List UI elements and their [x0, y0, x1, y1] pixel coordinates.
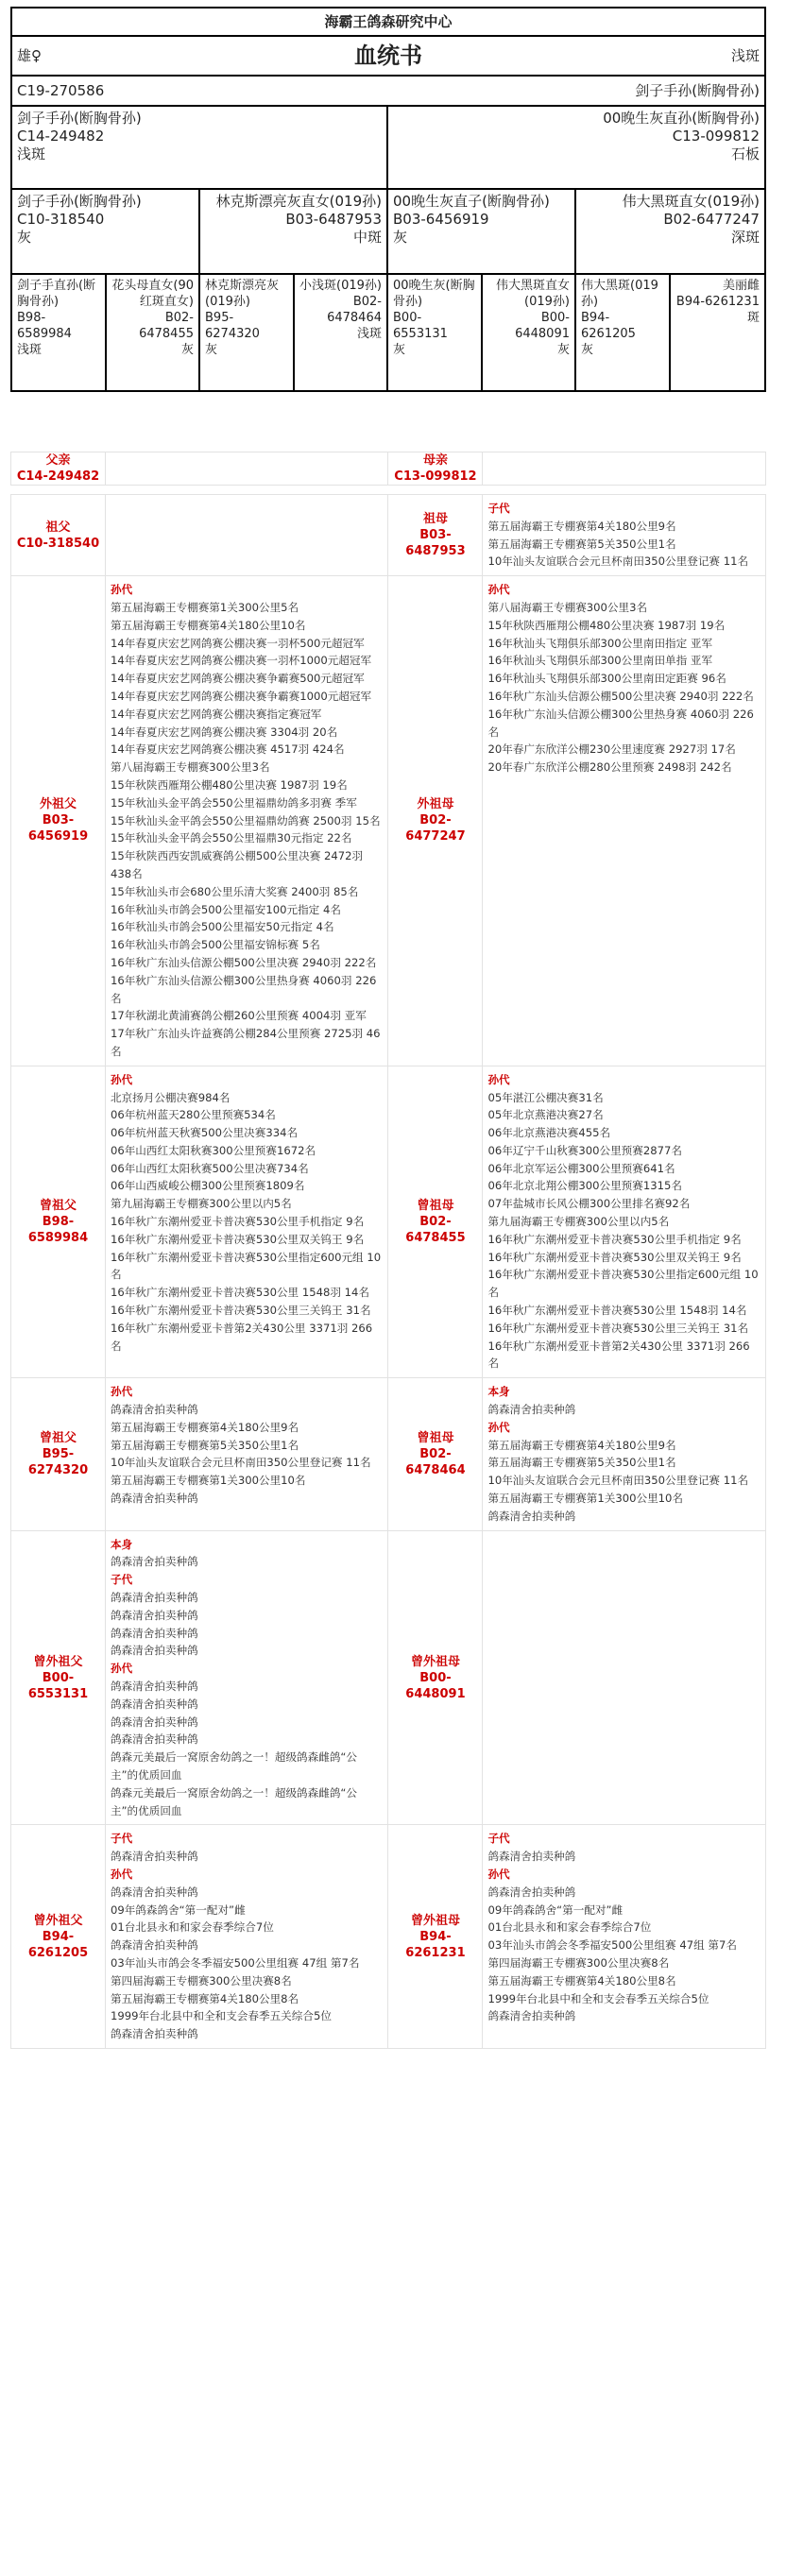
- achievement-item: 第五届海霸王专棚赛第4关180公里8名: [110, 1991, 299, 2005]
- pigeon-name: 剑子手直孙(断胸骨孙): [17, 279, 96, 309]
- pigeon-ring: B02-6478464: [327, 295, 382, 325]
- spacer: [11, 486, 766, 495]
- pigeon-name: 小浅斑(019孙): [299, 279, 382, 293]
- achievement-item: 鸽森清舍拍卖种鸽: [110, 2027, 198, 2041]
- pigeon-name: 00晚生灰(断胸骨孙): [393, 279, 475, 309]
- ancestor-ring: B95-6274320: [27, 1446, 89, 1477]
- section-heading: 孙代: [110, 1662, 133, 1676]
- great-grandparent-cell: [200, 275, 295, 390]
- ancestor-label: [388, 576, 483, 1066]
- achievements-list: [483, 1066, 766, 1378]
- ancestor-label: [11, 1530, 106, 1825]
- achievement-item: 15年秋汕头市会680公里乐清大奖赛 2400羽 85名: [110, 884, 359, 898]
- grandparent-cell: [388, 190, 576, 273]
- achievement-item: 05年湛江公棚决赛31名: [487, 1090, 604, 1104]
- ancestor-role: 母亲: [422, 453, 448, 468]
- achievement-item: 16年秋广东汕头信源公棚300公里热身赛 4060羽 226名: [110, 973, 377, 1005]
- achievement-item: 第八届海霸王专棚赛300公里3名: [110, 760, 270, 775]
- pigeon-ring: B00-6448091: [515, 311, 570, 341]
- pigeon-ring: C14-249482: [17, 128, 105, 145]
- pigeon-name: 剑子手孙(断胸骨孙): [17, 110, 142, 127]
- achievement-item: 03年汕头市鸽会冬季福安500公里组赛 47组 第7名: [487, 1938, 737, 1953]
- achievement-item: 06年辽宁千山秋赛300公里预赛2877名: [487, 1143, 682, 1157]
- achievement-item: 鸽森清舍拍卖种鸽: [110, 1938, 198, 1953]
- ancestor-role: 外祖父: [39, 797, 77, 812]
- achievement-item: 鸽森清舍拍卖种鸽: [110, 1626, 198, 1640]
- achievement-item: 16年秋汕头飞翔俱乐部300公里南田定距赛 96名: [487, 672, 726, 686]
- ancestor-ring: B03-6456919: [27, 813, 89, 844]
- ancestor-label: [11, 1378, 106, 1530]
- section-heading: 孙代: [487, 1420, 510, 1434]
- ancestor-label: [11, 452, 106, 486]
- achievement-item: 15年秋汕头金平鸽会550公里福鼎幼鸽多羽赛 季军: [110, 795, 357, 810]
- ancestor-role: 曾祖父: [39, 1430, 77, 1445]
- achievement-item: 16年秋广东潮州爱亚卡普决赛530公里 1548羽 14名: [110, 1286, 369, 1300]
- pigeon-color: 灰: [393, 229, 408, 246]
- achievement-item: 06年杭州蓝天秋赛500公里决赛334名: [110, 1126, 299, 1140]
- great-grandparent-cell: [671, 275, 764, 390]
- achievement-item: 16年秋广东潮州爱亚卡普决赛530公里指定600元组 10名: [487, 1268, 759, 1300]
- dam-cell: [388, 107, 764, 188]
- great-grandparent-cell: [107, 275, 201, 390]
- section-heading: 子代: [487, 502, 510, 515]
- ancestor-ring: B00-6553131: [27, 1670, 89, 1701]
- achievement-item: 16年秋广东潮州爱亚卡普决赛530公里三关钨王 31名: [110, 1304, 371, 1318]
- ancestor-ring: B98-6589984: [27, 1214, 89, 1245]
- achievements-list: [105, 1066, 388, 1378]
- pigeon-color: 灰: [180, 343, 194, 357]
- achievement-item: 第五届海霸王专棚赛第4关180公里9名: [487, 1438, 676, 1452]
- achievement-item: 14年春夏庆宏艺网鸽赛公棚决赛指定赛冠军: [110, 707, 322, 721]
- center-title: 海霸王鸽森研究中心: [324, 13, 453, 30]
- pigeon-name: 00晚生灰直孙(断胸骨孙): [603, 110, 760, 127]
- achievement-item: 14年春夏庆宏艺网鸽赛公棚决赛一羽杯1000元超冠军: [110, 654, 372, 668]
- sire-cell: [12, 107, 388, 188]
- achievement-item: 15年秋汕头金平鸽会550公里福鼎30元指定 22名: [110, 831, 352, 845]
- record-row: [11, 1825, 766, 2049]
- achievement-item: 16年秋广东潮州爱亚卡普决赛530公里双关钨王 9名: [487, 1250, 742, 1264]
- pigeon-name: 伟大黑斑直女(019孙): [495, 279, 570, 309]
- pigeon-ring: B02-6477247: [663, 211, 760, 228]
- ancestor-ring: B94-6261205: [27, 1929, 89, 1960]
- ancestor-ring: C10-318540: [16, 536, 100, 551]
- great-grandparent-cell: [483, 275, 577, 390]
- ancestor-role: 外祖母: [417, 797, 454, 812]
- achievement-item: 鸽森清舍拍卖种鸽: [110, 1885, 198, 1899]
- achievement-item: 第五届海霸王专棚赛第4关180公里10名: [110, 618, 306, 632]
- achievement-item: 1999年台北县中和全和支会春季五关综合5位: [487, 1991, 709, 2005]
- achievement-item: 第五届海霸王专棚赛第5关350公里1名: [110, 1438, 299, 1452]
- achievement-item: 第四届海霸王专棚赛300公里决赛8名: [487, 1955, 670, 1970]
- pigeon-ring: B03-6456919: [393, 211, 489, 228]
- section-heading: 子代: [110, 1832, 133, 1846]
- section-heading: 本身: [110, 1537, 133, 1551]
- achievement-item: 第九届海霸王专棚赛300公里以内5名: [110, 1197, 292, 1211]
- ancestor-ring: B02-6478464: [405, 1446, 466, 1477]
- great-grandparent-cell: [576, 275, 671, 390]
- achievement-item: 鸽森清舍拍卖种鸽: [110, 1555, 198, 1569]
- achievement-item: 第五届海霸王专棚赛第4关180公里8名: [487, 1973, 676, 1987]
- pedigree-chart: [10, 7, 766, 392]
- section-heading: 孙代: [487, 1072, 510, 1086]
- ancestor-ring: B02-6477247: [405, 813, 466, 844]
- achievements-list: [105, 1825, 388, 2049]
- pigeon-name: 林克斯漂亮灰直女(019孙): [215, 193, 382, 210]
- achievement-item: 10年汕头友谊联合会元旦杯南田350公里登记赛 11名: [487, 1474, 749, 1488]
- achievement-item: 14年春夏庆宏艺网鸽赛公棚决赛一羽杯500元超冠军: [110, 636, 365, 650]
- grandparent-cell: [12, 190, 200, 273]
- ancestor-label: [11, 495, 106, 576]
- pigeon-color: 灰: [205, 343, 218, 357]
- achievement-item: 14年春夏庆宏艺网鸽赛公棚决赛争霸赛1000元超冠军: [110, 689, 372, 703]
- achievements-list: [483, 1378, 766, 1530]
- achievement-item: 20年春广东欣洋公棚280公里预赛 2498羽 242名: [487, 760, 732, 775]
- ancestor-label: [388, 1378, 483, 1530]
- pigeon-ring: B94-6261231: [675, 295, 760, 309]
- achievement-item: 01台北县永和和家会春季综合7位: [487, 1920, 652, 1935]
- achievement-item: 第九届海霸王专棚赛300公里以内5名: [487, 1215, 670, 1229]
- achievement-item: 17年秋湖北黄浦赛鸽公棚260公里预赛 4004羽 亚军: [110, 1009, 367, 1023]
- ancestor-role: 祖父: [45, 520, 71, 535]
- ancestor-ring: B94-6261231: [405, 1929, 466, 1960]
- achievement-item: 06年北京军运公棚300公里预赛641名: [487, 1161, 675, 1175]
- ancestor-ring: C13-099812: [394, 469, 477, 484]
- achievement-item: 鸽森清舍拍卖种鸽: [487, 1850, 576, 1864]
- ancestor-ring: B02-6478455: [405, 1214, 466, 1245]
- subject-lineage: 剑子手孙(断胸骨孙): [635, 82, 760, 99]
- ancestor-label: [388, 452, 483, 486]
- achievement-item: 鸽森元美最后一窝原舍幼鸽之一！超级鸽森雌鸽“公主”的优质回血: [110, 1785, 358, 1817]
- pigeon-color: 斑: [746, 311, 760, 325]
- achievement-item: 1999年台北县中和全和支会春季五关综合5位: [110, 2009, 332, 2023]
- pigeon-color: 石板: [730, 145, 760, 162]
- subject-color: 浅斑: [730, 47, 760, 64]
- ancestor-ring: B00-6448091: [405, 1670, 466, 1701]
- achievement-item: 16年秋广东潮州爱亚卡普决赛530公里三关钨王 31名: [487, 1321, 749, 1335]
- pigeon-name: 美丽雌: [722, 279, 760, 293]
- pigeon-ring: B00-6553131: [393, 311, 448, 341]
- section-heading: 孙代: [110, 1867, 133, 1881]
- achievement-item: 06年北京北翔公棚300公里预赛1315名: [487, 1179, 682, 1193]
- performance-table: [10, 452, 766, 2049]
- pigeon-ring: B95-6274320: [205, 311, 260, 341]
- achievements-list: [483, 452, 766, 486]
- great-grandparent-cell: [388, 275, 483, 390]
- great-grandparent-cell: [295, 275, 389, 390]
- achievements-list: [105, 1530, 388, 1825]
- ancestor-label: [388, 1530, 483, 1825]
- achievement-item: 09年鸽森鸽舍“第一配对”雌: [487, 1902, 624, 1917]
- section-heading: 孙代: [487, 1867, 510, 1881]
- spacer-row: [11, 486, 766, 495]
- achievement-item: 鸽森清舍拍卖种鸽: [110, 1608, 198, 1622]
- achievement-item: 鸽森清舍拍卖种鸽: [487, 1885, 576, 1899]
- achievement-item: 鸽森清舍拍卖种鸽: [110, 1697, 198, 1711]
- achievement-item: 16年秋广东潮州爱亚卡普第2关430公里 3371羽 266名: [487, 1339, 750, 1371]
- achievement-item: 北京扬月公棚决赛984名: [110, 1090, 231, 1104]
- achievement-item: 10年汕头友谊联合会元旦杯南田350公里登记赛 11名: [110, 1456, 371, 1470]
- achievement-item: 第五届海霸王专棚赛第1关300公里10名: [487, 1492, 684, 1506]
- pigeon-name: 00晚生灰直子(断胸骨孙): [393, 193, 550, 210]
- pigeon-color: 灰: [556, 343, 570, 357]
- achievement-item: 16年秋广东汕头信源公棚500公里决赛 2940羽 222名: [110, 955, 377, 969]
- great-grandparent-cell: [12, 275, 107, 390]
- ancestor-role: 曾祖父: [39, 1198, 77, 1213]
- achievement-item: 16年秋广东潮州爱亚卡普第2关430公里 3371羽 266名: [110, 1321, 373, 1353]
- achievement-item: 第四届海霸王专棚赛300公里决赛8名: [110, 1973, 292, 1987]
- record-row: [11, 1066, 766, 1378]
- achievements-list: [105, 452, 388, 486]
- achievement-item: 16年秋广东潮州爱亚卡普决赛530公里手机指定 9名: [487, 1232, 742, 1246]
- ancestor-ring: C14-249482: [16, 469, 100, 484]
- achievement-item: 06年山西红太阳秋赛300公里预赛1672名: [110, 1143, 316, 1157]
- section-heading: 本身: [487, 1385, 510, 1399]
- achievement-item: 16年秋广东汕头信源公棚300公里热身赛 4060羽 226名: [487, 707, 754, 739]
- achievement-item: 鸽森清舍拍卖种鸽: [487, 2009, 576, 2023]
- achievement-item: 03年汕头市鸽会冬季福安500公里组赛 47组 第7名: [110, 1955, 360, 1970]
- achievement-item: 20年春广东欣洋公棚230公里速度赛 2927羽 17名: [487, 742, 736, 757]
- pigeon-ring: C10-318540: [17, 211, 105, 228]
- achievement-item: 鸽森清舍拍卖种鸽: [110, 1591, 198, 1605]
- achievement-item: 15年秋陕西西安凯威赛鸽公棚500公里决赛 2472羽 438名: [110, 849, 364, 880]
- subject-ring: C19-270586: [17, 82, 105, 99]
- subject-header: [12, 37, 764, 75]
- ancestor-label: [388, 1825, 483, 2049]
- pigeon-ring: B94-6261205: [581, 311, 636, 341]
- achievements-list: [483, 1530, 766, 1825]
- pigeon-ring: C13-099812: [672, 128, 760, 145]
- achievement-item: 16年秋广东潮州爱亚卡普决赛530公里指定600元组 10名: [110, 1250, 382, 1282]
- achievement-item: 14年春夏庆宏艺网鸽赛公棚决赛 3304羽 20名: [110, 725, 338, 739]
- pigeon-color: 浅斑: [17, 343, 43, 357]
- ancestor-role: 父亲: [45, 453, 71, 468]
- achievement-item: 07年盐城市长风公棚300公里排名赛92名: [487, 1197, 691, 1211]
- achievement-item: 14年春夏庆宏艺网鸽赛公棚决赛 4517羽 424名: [110, 742, 345, 757]
- pigeon-name: 剑子手孙(断胸骨孙): [17, 193, 142, 210]
- achievement-item: 16年秋广东潮州爱亚卡普决赛530公里手机指定 9名: [110, 1215, 365, 1229]
- section-heading: 孙代: [110, 583, 133, 597]
- subject-info: [12, 77, 764, 105]
- achievement-item: 16年秋广东潮州爱亚卡普决赛530公里双关钨王 9名: [110, 1232, 365, 1246]
- achievements-list: [483, 576, 766, 1066]
- achievement-item: 10年汕头友谊联合会元旦杯南田350公里登记赛 11名: [487, 554, 749, 569]
- pigeon-color: 灰: [17, 229, 32, 246]
- ancestor-role: 曾外祖母: [410, 1654, 460, 1669]
- section-heading: 孙代: [110, 1072, 133, 1086]
- achievement-item: 17年秋广东汕头许益赛鸽公棚284公里预赛 2725羽 46名: [110, 1027, 381, 1058]
- achievement-item: 09年鸽森鸽舍“第一配对”雌: [110, 1902, 246, 1917]
- achievement-item: 第五届海霸王专棚赛第4关180公里9名: [110, 1420, 299, 1434]
- achievement-item: 鸽森清舍拍卖种鸽: [110, 1644, 198, 1658]
- pigeon-name: 花头母直女(90红斑直女): [111, 279, 194, 309]
- grandparent-cell: [576, 190, 764, 273]
- achievement-item: 06年北京燕港决赛455名: [487, 1126, 611, 1140]
- section-heading: 子代: [487, 1832, 510, 1846]
- record-row: [11, 495, 766, 576]
- achievement-item: 第五届海霸王专棚赛第4关180公里9名: [487, 519, 676, 533]
- ancestor-role: 曾祖母: [417, 1430, 454, 1445]
- ancestor-label: [11, 1066, 106, 1378]
- achievement-item: 06年山西红太阳秋赛500公里决赛734名: [110, 1161, 309, 1175]
- ancestor-label: [11, 576, 106, 1066]
- section-heading: 子代: [110, 1573, 133, 1587]
- pigeon-color: 灰: [393, 343, 406, 357]
- achievement-item: 15年秋陕西雁翔公棚480公里决赛 1987羽 19名: [110, 777, 348, 792]
- achievement-item: 06年杭州蓝天280公里预赛534名: [110, 1108, 276, 1122]
- achievement-item: 第八届海霸王专棚赛300公里3名: [487, 600, 648, 614]
- section-heading: 孙代: [487, 583, 510, 597]
- achievement-item: 鸽森清舍拍卖种鸽: [110, 1492, 198, 1506]
- grandparent-cell: [200, 190, 388, 273]
- achievement-item: 鸽森清舍拍卖种鸽: [110, 1732, 198, 1747]
- achievement-item: 06年山西威峻公棚300公里预赛1809名: [110, 1179, 305, 1193]
- pigeon-ring: B03-6487953: [285, 211, 382, 228]
- section-heading: 孙代: [110, 1385, 133, 1399]
- achievements-list: [105, 1378, 388, 1530]
- ancestor-role: 曾外祖父: [33, 1654, 83, 1669]
- achievement-item: 16年秋广东潮州爱亚卡普决赛530公里 1548羽 14名: [487, 1304, 747, 1318]
- record-row: [11, 576, 766, 1066]
- achievement-item: 05年北京燕港决赛27名: [487, 1108, 604, 1122]
- achievement-item: 鸽森清舍拍卖种鸽: [487, 1403, 576, 1417]
- achievement-item: 鸽森元美最后一窝原舍幼鸽之一！超级鸽森雌鸽“公主”的优质回血: [110, 1750, 358, 1782]
- achievement-item: 鸽森清舍拍卖种鸽: [110, 1850, 198, 1864]
- ancestor-role: 曾外祖父: [33, 1913, 83, 1928]
- pigeon-name: 伟大黑斑(019孙): [581, 279, 658, 309]
- pigeon-ring: B98-6589984: [17, 311, 72, 341]
- pigeon-color: 灰: [581, 343, 594, 357]
- ancestor-label: [388, 495, 483, 576]
- achievement-item: 鸽森清舍拍卖种鸽: [110, 1403, 198, 1417]
- subject-sex: 雄♀: [17, 47, 42, 64]
- pigeon-color: 深斑: [730, 229, 760, 246]
- achievements-list: [483, 1825, 766, 2049]
- record-row: [11, 1530, 766, 1825]
- ancestor-role: 曾外祖母: [410, 1913, 460, 1928]
- ancestor-label: [388, 1066, 483, 1378]
- achievement-item: 16年秋广东汕头信源公棚500公里决赛 2940羽 222名: [487, 689, 754, 703]
- achievements-list: [105, 495, 388, 576]
- pedigree-title: 血统书: [354, 43, 422, 69]
- pigeon-color: 中斑: [352, 229, 382, 246]
- record-row: [11, 452, 766, 486]
- achievement-item: 鸽森清舍拍卖种鸽: [110, 1680, 198, 1693]
- achievement-item: 01台北县永和和家会春季综合7位: [110, 1920, 274, 1935]
- achievement-item: 16年秋汕头市鸽会500公里福安50元指定 4名: [110, 920, 334, 934]
- record-row: [11, 1378, 766, 1530]
- achievement-item: 16年秋汕头飞翔俱乐部300公里南田指定 亚军: [487, 636, 713, 650]
- ancestor-role: 祖母: [422, 512, 448, 527]
- achievement-item: 16年秋汕头飞翔俱乐部300公里南田单指 亚军: [487, 654, 713, 668]
- ancestor-label: [11, 1825, 106, 2049]
- pigeon-name: 林克斯漂亮灰(019孙): [205, 279, 280, 309]
- achievement-item: 14年春夏庆宏艺网鸽赛公棚决赛争霸赛500元超冠军: [110, 672, 365, 686]
- achievement-item: 鸽森清舍拍卖种鸽: [487, 1509, 576, 1523]
- achievements-list: [483, 495, 766, 576]
- ancestor-role: 曾祖母: [417, 1198, 454, 1213]
- achievement-item: 鸽森清舍拍卖种鸽: [110, 1714, 198, 1729]
- achievement-item: 第五届海霸王专棚赛第1关300公里5名: [110, 600, 299, 614]
- achievements-list: [105, 576, 388, 1066]
- achievement-item: 16年秋汕头市鸽会500公里福安100元指定 4名: [110, 902, 341, 916]
- pigeon-name: 伟大黑斑直女(019孙): [622, 193, 760, 210]
- achievement-item: 16年秋汕头市鸽会500公里福安锦标赛 5名: [110, 938, 320, 952]
- achievement-item: 第五届海霸王专棚赛第5关350公里1名: [487, 1456, 676, 1470]
- pigeon-color: 浅斑: [356, 327, 382, 341]
- achievement-item: 15年秋陕西雁翔公棚480公里决赛 1987羽 19名: [487, 618, 726, 632]
- pigeon-ring: B02-6478455: [139, 311, 194, 341]
- achievement-item: 第五届海霸王专棚赛第5关350公里1名: [487, 537, 676, 551]
- ancestor-ring: B03-6487953: [405, 528, 466, 559]
- achievement-item: 15年秋汕头金平鸽会550公里福鼎幼鸽赛 2500羽 15名: [110, 813, 381, 827]
- pigeon-color: 浅斑: [17, 145, 46, 162]
- achievement-item: 第五届海霸王专棚赛第1关300公里10名: [110, 1474, 306, 1488]
